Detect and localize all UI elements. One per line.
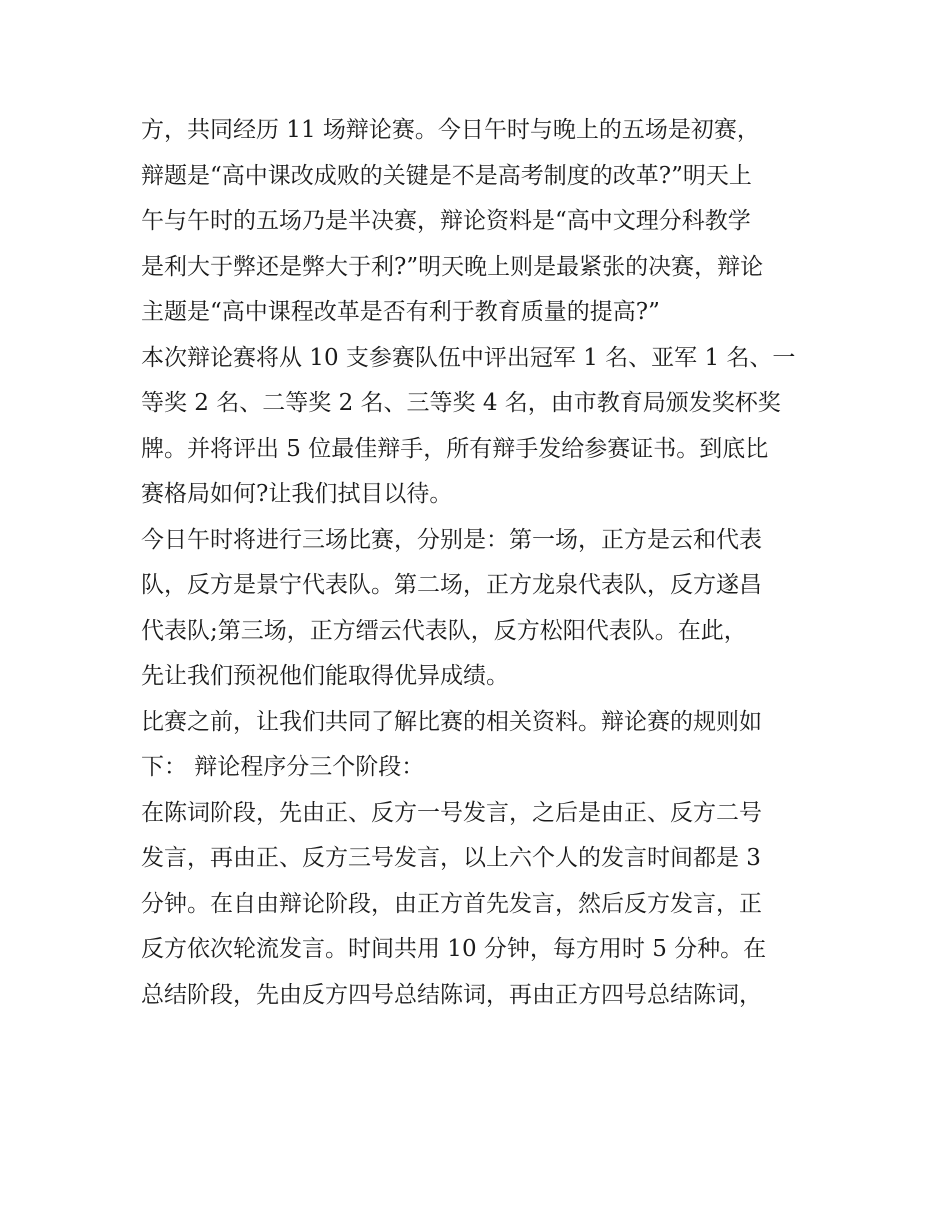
paragraph-afternoon-matches [141,518,821,700]
text-line: 代表队;第三场，正方缙云代表队，反方松阳代表队。在此， [141,617,747,644]
text-line: 在陈词阶段，先由正、反方一号发言，之后是由正、反方二号 [141,799,762,826]
text-line: 队，反方是景宁代表队。第二场，正方龙泉代表队，反方遂昌 [141,572,762,598]
text-line: 比赛之前，让我们共同了解比赛的相关资料。辩论赛的规则如 [141,708,762,735]
text-line: 牌。并将评出 5 位最佳辩手，所有辩手发给参赛证书。到底比 [141,435,769,462]
document-body [141,108,821,1018]
text-line: 反方依次轮流发言。时间共用 10 分钟，每方用时 5 分种。在 [141,936,767,962]
text-line: 是利大于弊还是弊大于利?”明天晚上则是最紧张的决赛，辩论 [141,253,764,280]
text-line: 下： 辩论程序分三个阶段： [141,754,425,780]
text-line: 今日午时将进行三场比赛，分别是：第一场，正方是云和代表 [141,526,762,553]
text-line: 发言，再由正、反方三号发言，以上六个人的发言时间都是 3 [141,845,761,871]
paragraph-rules-intro [141,700,821,791]
text-line: 总结阶段，先由反方四号总结陈词，再由正方四号总结陈词， [141,981,762,1008]
text-line: 分钟。在自由辩论阶段，由正方首先发言，然后反方发言，正 [141,890,762,917]
paragraph-awards [141,336,821,518]
text-line: 等奖 2 名、二等奖 2 名、三等奖 4 名，由市教育局颁发奖杯奖 [141,390,781,416]
text-line: 方，共同经历 11 场辩论赛。今日午时与晚上的五场是初赛， [141,117,760,143]
paragraph-debate-stages [141,791,821,1019]
text-line: 赛格局如何?让我们拭目以待。 [141,481,453,507]
text-line: 辩题是“高中课改成败的关键是不是高考制度的改革?”明天上 [141,162,752,189]
text-line: 主题是“高中课程改革是否有利于教育质量的提高?” [141,299,660,325]
text-line: 本次辩论赛将从 10 支参赛队伍中评出冠军 1 名、亚军 1 名、一 [141,344,796,371]
text-line: 午与午时的五场乃是半决赛，辩论资料是“高中文理分科教学 [141,208,751,234]
text-line: 先让我们预祝他们能取得优异成绩。 [141,663,509,689]
paragraph-debate-schedule [141,108,821,336]
